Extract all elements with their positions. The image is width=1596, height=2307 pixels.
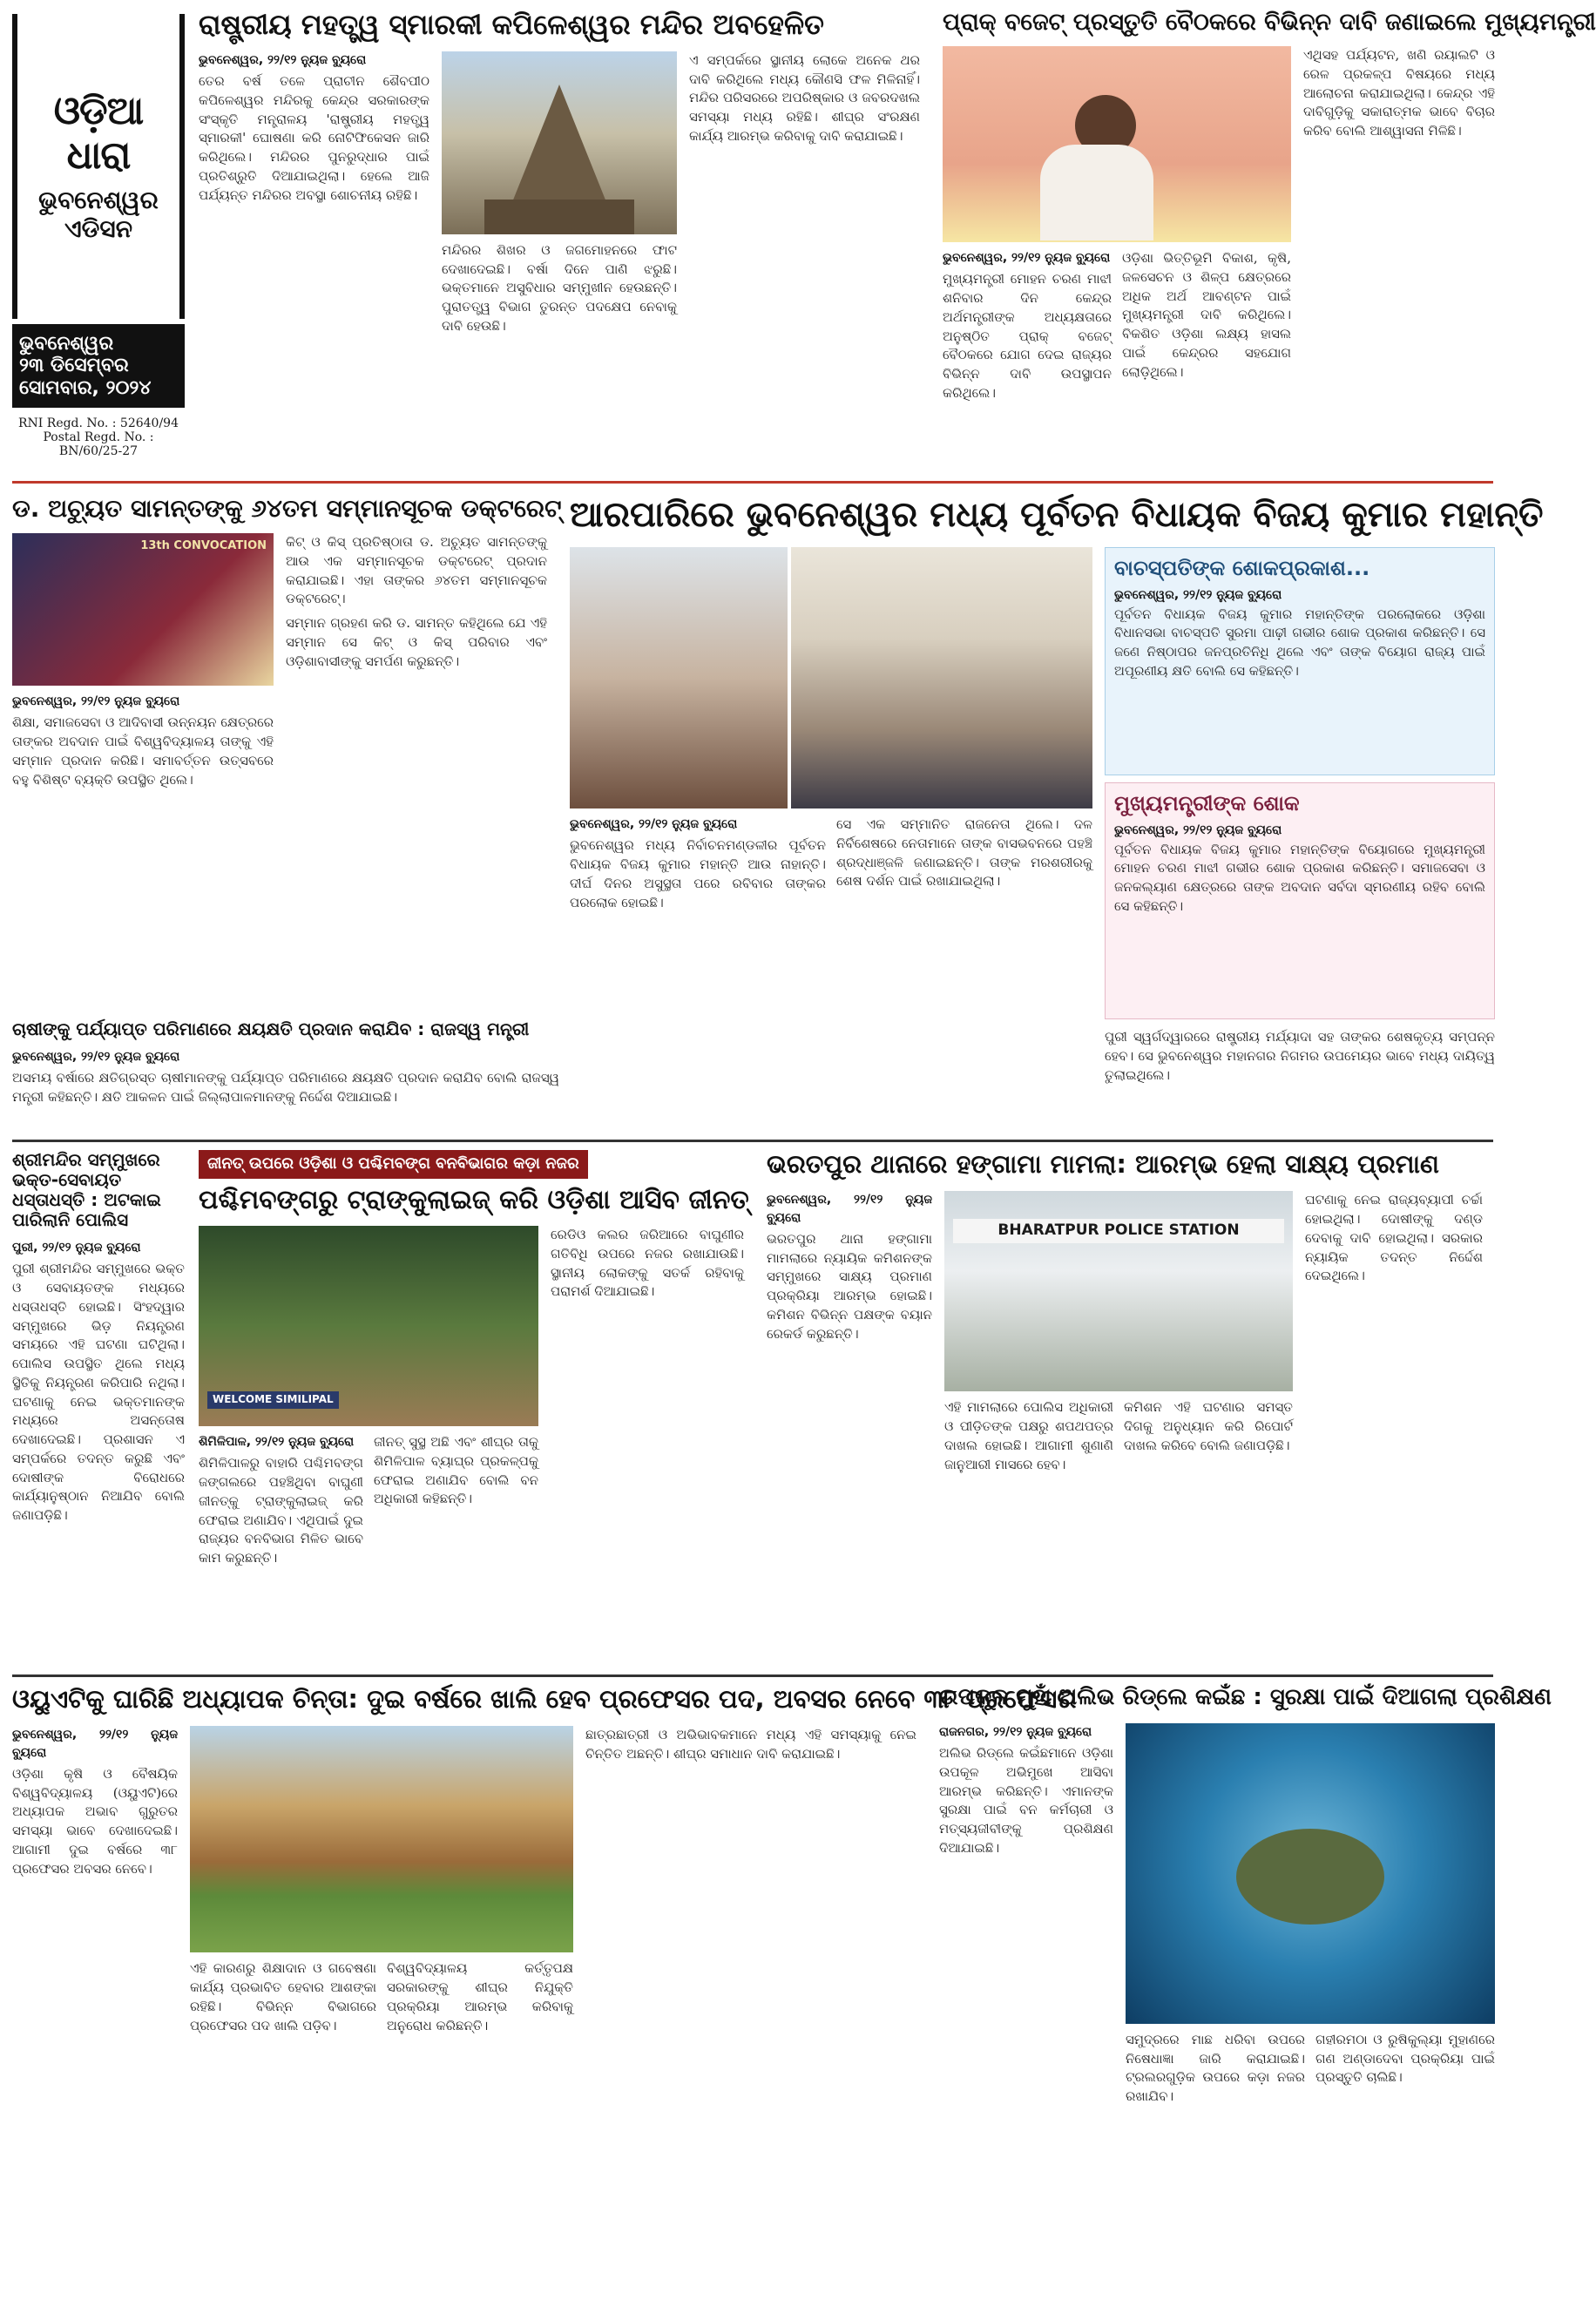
body-text: ପୂର୍ବତନ ବିଧାୟକ ବିଜୟ କୁମାର ମହାନ୍ତିଙ୍କ ବିୟୋଗରେ ମୁଖ୍ୟମନ୍ତ୍ରୀ ମୋହନ ଚରଣ ମାଝୀ ଗଭୀର ଶୋକ ପ୍ରକାଶ କରିଛନ୍ତି। ସମାଜସେବା ଓ ଜନକଲ୍ୟାଣ କ୍ଷେତ୍ରରେ ତାଙ୍କ ଅବଦାନ ସର୍ବଦା ସ୍ମରଣୀୟ ରହିବ ବୋଲି ସେ କହିଛନ୍ତି। bbox=[1114, 841, 1485, 914]
body-text: ଗହୀରମଠା ଓ ରୁଷିକୁଲ୍ୟା ମୁହାଣରେ ଗଣ ଅଣ୍ଡାଦେବା ପ୍ରକ୍ରିୟା ପାଇଁ ପ୍ରସ୍ତୁତି ଚାଲିଛି। bbox=[1315, 2031, 1495, 2086]
column bbox=[199, 1433, 363, 1568]
body-text: ପୁରୀ ଶ୍ରୀମନ୍ଦିର ସମ୍ମୁଖରେ ଭକ୍ତ ଓ ସେବାୟତଙ୍କ ମଧ୍ୟରେ ଧସ୍ତାଧସ୍ତି ହୋଇଛି। ସିଂହଦ୍ୱାର ସମ୍ମୁଖରେ ଭିଡ଼ ନିୟନ୍ତ୍ରଣ ସମୟରେ ଏହି ଘଟଣା ଘଟିଥିଲା। ପୋଲିସ ଉପସ୍ଥିତ ଥିଲେ ମଧ୍ୟ ସ୍ଥିତିକୁ ନିୟନ୍ତ୍ରଣ କରିପାରି ନଥିଲା। ଘଟଣାକୁ ନେଇ ଭକ୍ତମାନଙ୍କ ମଧ୍ୟରେ ଅସନ୍ତୋଷ ଦେଖାଦେଇଛି। ପ୍ରଶାସନ ଏ ସମ୍ପର୍କରେ ତଦନ୍ତ କରୁଛି ଏବଂ ଦୋଷୀଙ୍କ ବିରୋଧରେ କାର୍ଯ୍ୟାନୁଷ୍ଠାନ ନିଆଯିବ ବୋଲି ଜଣାପଡ଼ିଛି। bbox=[12, 1261, 185, 1524]
body-text: ବିଶ୍ୱବିଦ୍ୟାଳୟ କର୍ତ୍ତୃପକ୍ଷ ସରକାରଙ୍କୁ ଶୀଘ୍ର ନିଯୁକ୍ତି ପ୍ରକ୍ରିୟା ଆରମ୍ଭ କରିବାକୁ ଅନୁରୋଧ କରିଛନ୍ତି। bbox=[387, 1960, 573, 2033]
dateline: ଭୁବନେଶ୍ୱର, ୨୨/୧୨ ନ୍ୟୁଜ ବ୍ୟୁରୋ bbox=[767, 1193, 932, 1225]
welcome-sign: WELCOME SIMILIPAL bbox=[207, 1391, 339, 1409]
article-bharatpur bbox=[767, 1150, 1495, 1664]
body-text: କମିଶନ ଏହି ଘଟଣାର ସମସ୍ତ ଦିଗକୁ ଅନୁଧ୍ୟାନ କରି ରିପୋର୍ଟ ଦାଖଲ କରିବେ ବୋଲି ଜଣାପଡ଼ିଛି। bbox=[1124, 1399, 1293, 1453]
masthead-subtitle: ଭୁବନେଶ୍ୱର ଏଡିସନ bbox=[38, 186, 159, 243]
body-text: ମୁଖ୍ୟମନ୍ତ୍ରୀ ମୋହନ ଚରଣ ମାଝୀ ଶନିବାର ଦିନ କେନ୍ଦ୍ର ଅର୍ଥମନ୍ତ୍ରୀଙ୍କ ଅଧ୍ୟକ୍ଷତାରେ ଅନୁଷ୍ଠିତ ପ୍ରାକ୍ ବଜେଟ୍ ବୈଠକରେ ଯୋଗ ଦେଇ ରାଜ୍ୟର ବିଭିନ୍ନ ଦାବି ଉପସ୍ଥାପନ କରିଥିଲେ। bbox=[943, 271, 1112, 401]
column bbox=[12, 1726, 178, 2035]
funeral-photo bbox=[570, 547, 1092, 808]
dateline: ଭୁବନେଶ୍ୱର, ୨୨/୧୨ ନ୍ୟୁଜ ବ୍ୟୁରୋ bbox=[12, 1728, 178, 1760]
body-text: ସମୁଦ୍ରରେ ମାଛ ଧରିବା ଉପରେ ନିଷେଧାଜ୍ଞା ଜାରି କରାଯାଇଛି। ଟ୍ରଲରଗୁଡ଼ିକ ଉପରେ କଡ଼ା ନଜର ରଖାଯିବ। bbox=[1126, 2031, 1305, 2105]
body-text: ଅସମୟ ବର୍ଷାରେ କ୍ଷତିଗ୍ରସ୍ତ ଚାଷୀମାନଙ୍କୁ ପର୍ଯ୍ୟାପ୍ତ ପରିମାଣରେ କ୍ଷୟକ୍ଷତି ପ୍ରଦାନ କରାଯିବ ବୋଲି ରାଜସ୍ୱ ମନ୍ତ୍ରୀ କହିଛନ୍ତି। କ୍ଷତି ଆକଳନ ପାଇଁ ଜିଲ୍ଲାପାଳମାନଙ୍କୁ ନିର୍ଦ୍ଦେଶ ଦିଆଯାଇଛି। bbox=[12, 1070, 559, 1106]
masthead-title: ଓଡ଼ିଆ ଧାରା bbox=[53, 89, 144, 178]
dateline: ପୁରୀ, ୨୨/୧୨ ନ୍ୟୁଜ ବ୍ୟୁରୋ bbox=[12, 1241, 141, 1255]
column bbox=[199, 51, 429, 336]
body-text: ରେଡିଓ କଲର ଜରିଆରେ ବାଘୁଣୀର ଗତିବିଧି ଉପରେ ନଜର ରଖାଯାଉଛି। ସ୍ଥାନୀୟ ଲୋକଙ୍କୁ ସତର୍କ ରହିବାକୁ ପରାମର୍ଶ ଦିଆଯାଇଛି। bbox=[551, 1227, 744, 1300]
headline: ପ୍ରାକ୍ ବଜେଟ୍ ପ୍ରସ୍ତୁତି ବୈଠକରେ ବିଭିନ୍ନ ଦାବି ଜଣାଇଲେ ମୁଖ୍ୟମନ୍ତ୍ରୀ bbox=[943, 9, 1596, 36]
headline: ଆରପାରିରେ ଭୁବନେଶ୍ୱର ମଧ୍ୟ ପୂର୍ବତନ ବିଧାୟକ ବିଜୟ କୁମାର ମହାନ୍ତି bbox=[570, 495, 1544, 535]
police-sign: BHARATPUR POLICE STATION bbox=[953, 1219, 1284, 1243]
body-text: ଏହି ମାମଲାରେ ପୋଲିସ ଅଧିକାରୀ ଓ ପୀଡ଼ିତଙ୍କ ପକ୍ଷରୁ ଶପଥପତ୍ର ଦାଖଲ ହୋଇଛି। ଆଗାମୀ ଶୁଣାଣି ଜାନୁଆରୀ ମାସରେ ହେବ। bbox=[944, 1399, 1113, 1472]
masthead-day: ସୋମବାର, ୨୦୨୪ bbox=[19, 376, 152, 399]
body-text: ଶିମିଳିପାଳରୁ ବାହାରି ପଶ୍ଚିମବଙ୍ଗ ଜଙ୍ଗଲରେ ପହଞ୍ଚିଥିବା ବାଘୁଣୀ ଜୀନତ୍‌କୁ ଟ୍ରାଙ୍କୁଲାଇଜ୍ କରି ଫେରାଇ ଅଣାଯିବ। ଏଥିପାଇଁ ଦୁଇ ରାଜ୍ୟର ବନବିଭାଗ ମିଳିତ ଭାବେ କାମ କରୁଛନ୍ତି। bbox=[199, 1455, 363, 1566]
article-turtle bbox=[939, 1684, 1552, 2295]
convocation-photo bbox=[12, 533, 274, 686]
article-prebudget bbox=[943, 9, 1596, 470]
headline: ଶ୍ରୀମନ୍ଦିର ସମ୍ମୁଖରେ ଭକ୍ତ-ସେବାୟତ ଧସ୍ତାଧସ୍ତି : ଅଟକାଇ ପାରିଲାନି ପୋଲିସ bbox=[12, 1149, 161, 1230]
body-text: ଘଟଣାକୁ ନେଇ ରାଜ୍ୟବ୍ୟାପୀ ଚର୍ଚ୍ଚା ହୋଇଥିଲା। ଦୋଷୀଙ୍କୁ ଦଣ୍ଡ ଦେବାକୁ ଦାବି ହୋଇଥିଲା। ସରକାର ନ୍ୟାୟିକ ତଦନ୍ତ ନିର୍ଦ୍ଦେଶ ଦେଇଥିଲେ। bbox=[1305, 1192, 1483, 1284]
masthead-dateblock bbox=[12, 324, 185, 408]
body-text: ପୁରୀ ସ୍ୱର୍ଗଦ୍ୱାରରେ ରାଷ୍ଟ୍ରୀୟ ମର୍ଯ୍ୟାଦା ସହ ତାଙ୍କର ଶେଷକୃତ୍ୟ ସମ୍ପନ୍ନ ହେବ। ସେ ଭୁବନେଶ୍ୱର ମହାନଗର ନିଗମର ଉପମେୟର ଭାବେ ମଧ୍ୟ ଦାୟିତ୍ୱ ତୁଲାଇଥିଲେ। bbox=[1105, 1029, 1495, 1083]
dateline: ଭୁବନେଶ୍ୱର, ୨୨/୧୨ ନ୍ୟୁଜ ବ୍ୟୁରୋ bbox=[943, 251, 1111, 266]
body-text: ତେର ବର୍ଷ ତଳେ ପ୍ରାଚୀନ ଶୈବପୀଠ କପିଳେଶ୍ୱର ମନ୍ଦିରକୁ କେନ୍ଦ୍ର ସରକାରଙ୍କ ସଂସ୍କୃତି ମନ୍ତ୍ରାଳୟ 'ରାଷ୍ଟ୍ରୀୟ ମହତ୍ତ୍ୱ ସ୍ମାରକୀ' ଘୋଷଣା କରି ନୋଟିଫିକେସନ ଜାରି କରିଥିଲେ। ମନ୍ଦିରର ପୁନରୁଦ୍ଧାର ପାଇଁ ପ୍ରତିଶ୍ରୁତି ଦିଆଯାଇଥିଲା। ହେଲେ ଆଜି ପର୍ଯ୍ୟନ୍ତ ମନ୍ଦିରର ଅବସ୍ଥା ଶୋଚନୀୟ ରହିଛି। bbox=[199, 73, 429, 203]
article-achyuta bbox=[12, 494, 562, 1009]
dateline: ଭୁବନେଶ୍ୱର, ୨୨/୧୨ ନ୍ୟୁଜ ବ୍ୟୁରୋ bbox=[570, 817, 738, 831]
section-rule bbox=[12, 1140, 1493, 1142]
article-zeenat bbox=[199, 1150, 756, 1664]
column bbox=[286, 533, 547, 789]
body-text: ଛାତ୍ରଛାତ୍ରୀ ଓ ଅଭିଭାବକମାନେ ମଧ୍ୟ ଏହି ସମସ୍ୟାକୁ ନେଇ ଚିନ୍ତିତ ଅଛନ୍ତି। ଶୀଘ୍ର ସମାଧାନ ଦାବି କରାଯାଇଛି। bbox=[585, 1727, 916, 1762]
cm-condolence-box bbox=[1105, 782, 1495, 1019]
headline: ଭରତପୁର ଥାନାରେ ହଙ୍ଗାମା ମାମଲା: ଆରମ୍ଭ ହେଲା ସାକ୍ଷ୍ୟ ପ୍ରମାଣ bbox=[767, 1149, 1439, 1179]
column bbox=[12, 1239, 185, 1526]
similipal-photo bbox=[199, 1226, 538, 1426]
headline: ରାଷ୍ଟ୍ରୀୟ ମହତ୍ତ୍ୱ ସ୍ମାରକୀ କପିଳେଶ୍ୱର ମନ୍ଦିର ଅବହେଳିତ bbox=[199, 8, 824, 41]
dateline: ଭୁବନେଶ୍ୱର, ୨୨/୧୨ ନ୍ୟୁଜ ବ୍ୟୁରୋ bbox=[12, 1050, 180, 1064]
body-text: ସମ୍ମାନ ଗ୍ରହଣ କରି ଡ. ସାମନ୍ତ କହିଥିଲେ ଯେ ଏହି ସମ୍ମାନ ସେ କିଟ୍ ଓ କିସ୍ ପରିବାର ଏବଂ ଓଡ଼ିଶାବାସୀଙ୍କୁ ସମର୍ପଣ କରୁଛନ୍ତି। bbox=[286, 615, 547, 669]
dateline: ଭୁବନେଶ୍ୱର, ୨୨/୧୨ ନ୍ୟୁଜ ବ୍ୟୁରୋ bbox=[1114, 587, 1282, 602]
dateline: ଭୁବନେଶ୍ୱର, ୨୨/୧୨ ନ୍ୟୁଜ ବ୍ୟୁରୋ bbox=[1114, 822, 1282, 837]
body-text: ଓଡ଼ିଶା ଭିତ୍ତିଭୂମି ବିକାଶ, କୃଷି, ଜଳସେଚନ ଓ ଶିଳ୍ପ କ୍ଷେତ୍ରରେ ଅଧିକ ଅର୍ଥ ଆବଣ୍ଟନ ପାଇଁ ମୁଖ୍ୟମନ୍ତ୍ରୀ ଦାବି କରିଥିଲେ। ବିକଶିତ ଓଡ଼ିଶା ଲକ୍ଷ୍ୟ ହାସଲ ପାଇଁ କେନ୍ଦ୍ରର ସହଯୋଗ ଲୋଡ଼ିଥିଲେ। bbox=[1122, 250, 1291, 380]
body-text: ଅଲିଭ ରିଡ୍‌ଲେ କଇଁଛମାନେ ଓଡ଼ିଶା ଉପକୂଳ ଅଭିମୁଖେ ଆସିବା ଆରମ୍ଭ କରିଛନ୍ତି। ଏମାନଙ୍କ ସୁରକ୍ଷା ପାଇଁ ବନ କର୍ମଚାରୀ ଓ ମତ୍ସ୍ୟଜୀବୀଙ୍କୁ ପ୍ରଶିକ୍ଷଣ ଦିଆଯାଇଛି। bbox=[939, 1745, 1113, 1856]
dateline: ଭୁବନେଶ୍ୱର, ୨୨/୧୨ ନ୍ୟୁଜ ବ୍ୟୁରୋ bbox=[199, 52, 367, 67]
box-title: ମୁଖ୍ୟମନ୍ତ୍ରୀଙ୍କ ଶୋକ bbox=[1114, 791, 1300, 815]
article-kapileswar bbox=[199, 9, 922, 470]
turtle-photo bbox=[1126, 1723, 1495, 2024]
body-text: ଶିକ୍ଷା, ସମାଜସେବା ଓ ଆଦିବାସୀ ଉନ୍ନୟନ କ୍ଷେତ୍ରରେ ତାଙ୍କର ଅବଦାନ ପାଇଁ ବିଶ୍ୱବିଦ୍ୟାଳୟ ତାଙ୍କୁ ଏହି ସମ୍ମାନ ପ୍ରଦାନ କରିଛି। ସମାବର୍ତ୍ତନ ଉତ୍ସବରେ ବହୁ ବିଶିଷ୍ଟ ବ୍ୟକ୍ତି ଉପସ୍ଥିତ ଥିଲେ। bbox=[12, 714, 274, 788]
masthead-place: ଭୁବନେଶ୍ୱର bbox=[19, 333, 114, 355]
postal-number: BN/60/25-27 bbox=[58, 443, 139, 458]
headline: ଡ. ଅଚ୍ୟୁତ ସାମନ୍ତଙ୍କୁ ୬୪ତମ ସମ୍ମାନସୂଚକ ଡକ୍ଟରେଟ୍ bbox=[12, 494, 562, 523]
article-farmers bbox=[12, 1019, 559, 1133]
dateline: ଭୁବନେଶ୍ୱର, ୨୨/୧୨ ନ୍ୟୁଜ ବ୍ୟୁରୋ bbox=[12, 694, 180, 709]
column bbox=[12, 1048, 559, 1107]
speaker-condolence-box bbox=[1105, 547, 1495, 775]
column bbox=[767, 1191, 932, 1474]
masthead bbox=[12, 14, 185, 474]
article-srimandir bbox=[12, 1150, 185, 1664]
section-rule bbox=[12, 1674, 1493, 1677]
body-text: ଜୀନତ୍ ସୁସ୍ଥ ଅଛି ଏବଂ ଶୀଘ୍ର ତାକୁ ଶିମିଳିପାଳ ବ୍ୟାଘ୍ର ପ୍ରକଳ୍ପକୁ ଫେରାଇ ଅଣାଯିବ ବୋଲି ବନ ଅଧିକାରୀ କହିଛନ୍ତି। bbox=[374, 1434, 538, 1507]
body-text: ଭୁବନେଶ୍ୱର ମଧ୍ୟ ନିର୍ବାଚନମଣ୍ଡଳୀର ପୂର୍ବତନ ବିଧାୟକ ବିଜୟ କୁମାର ମହାନ୍ତି ଆଉ ନାହାନ୍ତି। ଦୀର୍ଘ ଦିନର ଅସୁସ୍ଥତା ପରେ ରବିବାର ତାଙ୍କର ପରଲୋକ ହୋଇଛି। bbox=[570, 837, 826, 910]
headline: ଓୟୁଏଟିକୁ ଘାରିଛି ଅଧ୍ୟାପକ ଚିନ୍ତା: ଦୁଇ ବର୍ଷରେ ଖାଲି ହେବ ପ୍ରଫେସର ପଦ, ଅବସର ନେବେ ୩୮ ପ୍ରଫେସର bbox=[12, 1684, 1077, 1714]
body-text: କିଟ୍ ଓ କିସ୍ ପ୍ରତିଷ୍ଠାତା ଡ. ଅଚ୍ୟୁତ ସାମନ୍ତଙ୍କୁ ଆଉ ଏକ ସମ୍ମାନସୂଚକ ଡକ୍ଟରେଟ୍ ପ୍ରଦାନ କରାଯାଇଛି। ଏହା ତାଙ୍କର ୬୪ତମ ସମ୍ମାନସୂଚକ ଡକ୍ଟରେଟ୍। bbox=[286, 534, 547, 607]
headline: ପଶ୍ଚିମବଙ୍ଗରୁ ଟ୍ରାଙ୍କୁଲାଇଜ୍ କରି ଓଡ଼ିଶା ଆସିବ ଜୀନତ୍ bbox=[199, 1184, 749, 1215]
article-bijay bbox=[570, 495, 1544, 1131]
section-rule bbox=[12, 481, 1493, 484]
dateline: ରାଜନଗର, ୨୨/୧୨ ନ୍ୟୁଜ ବ୍ୟୁରୋ bbox=[939, 1724, 1092, 1739]
headline: ଉପକୂଳ ମୁହାଁ ଅଲିଭ ରିଡ୍‌ଲେ କଇଁଛ : ସୁରକ୍ଷା ପାଇଁ ଦିଆଗଲା ପ୍ରଶିକ୍ଷଣ bbox=[939, 1684, 1552, 1710]
postal-label: Postal Regd. No. : bbox=[43, 430, 154, 444]
column bbox=[943, 249, 1112, 403]
headline: ଚାଷୀଙ୍କୁ ପର୍ଯ୍ୟାପ୍ତ ପରିମାଣରେ କ୍ଷୟକ୍ଷତି ପ୍ରଦାନ କରାଯିବ : ରାଜସ୍ୱ ମନ୍ତ୍ରୀ bbox=[12, 1018, 530, 1039]
body-text: ଏହି କାରଣରୁ ଶିକ୍ଷାଦାନ ଓ ଗବେଷଣା କାର୍ଯ୍ୟ ପ୍ରଭାବିତ ହେବାର ଆଶଙ୍କା ରହିଛି। ବିଭିନ୍ନ ବିଭାଗରେ ପ୍ରଫେସର ପଦ ଖାଲି ପଡ଼ିବ। bbox=[190, 1960, 376, 2033]
body-text: ଏଥିସହ ପର୍ଯ୍ୟଟନ, ଖଣି ରୟାଲଟି ଓ ରେଳ ପ୍ରକଳ୍ପ ବିଷୟରେ ମଧ୍ୟ ଆଲୋଚନା କରାଯାଇଥିଲା। କେନ୍ଦ୍ର ଏହି ଦାବିଗୁଡ଼ିକୁ ସକାରାତ୍ମକ ଭାବେ ବିଚାର କରିବ ବୋଲି ଆଶ୍ୱାସନା ମିଳିଛି। bbox=[1303, 47, 1495, 139]
kicker: ଜୀନତ୍ ଉପରେ ଓଡ଼ିଶା ଓ ପଶ୍ଚିମବଙ୍ଗ ବନବିଭାଗର କଡ଼ା ନଜର bbox=[199, 1150, 588, 1179]
body-text: ଏ ସମ୍ପର୍କରେ ସ୍ଥାନୀୟ ଲୋକେ ଅନେକ ଥର ଦାବି କରିଥିଲେ ମଧ୍ୟ କୌଣସି ଫଳ ମିଳିନାହିଁ। ମନ୍ଦିର ପରିସରରେ ଅପରିଷ୍କାର ଓ ଜବରଦଖଲ ସମସ୍ୟା ମଧ୍ୟ ରହିଛି। ଶୀଘ୍ର ସଂରକ୍ଷଣ କାର୍ଯ୍ୟ ଆରମ୍ଭ କରିବାକୁ ଦାବି କରାଯାଇଛି। bbox=[689, 51, 920, 144]
box-title: ବାଚସ୍ପତିଙ୍କ ଶୋକପ୍ରକାଶ... bbox=[1114, 556, 1370, 580]
body-text: ସେ ଏକ ସମ୍ମାନିତ ରାଜନେତା ଥିଲେ। ଦଳ ନିର୍ବିଶେଷରେ ନେତାମାନେ ତାଙ୍କ ବାସଭବନରେ ପହଞ୍ଚି ଶ୍ରଦ୍ଧାଞ୍ଜଳି ଜଣାଇଛନ୍ତି। ତାଙ୍କ ମରଶରୀରକୁ ଶେଷ ଦର୍ଶନ ପାଇଁ ରଖାଯାଇଥିଲା। bbox=[836, 816, 1092, 890]
police-station-photo bbox=[944, 1191, 1293, 1391]
body-text: ମନ୍ଦିରର ଶିଖର ଓ ଜଗମୋହନରେ ଫାଟ ଦେଖାଦେଇଛି। ବର୍ଷା ଦିନେ ପାଣି ଝରୁଛି। ଭକ୍ତମାନେ ଅସୁବିଧାର ସମ୍ମୁଖୀନ ହେଉଛନ୍ତି। ପୁରାତତ୍ତ୍ୱ ବିଭାଗ ତୁରନ୍ତ ପଦକ୍ଷେପ ନେବାକୁ ଦାବି ହେଉଛି। bbox=[442, 241, 677, 334]
ouat-building-photo bbox=[190, 1726, 573, 1952]
convocation-banner: 13th CONVOCATION bbox=[140, 539, 267, 553]
body-text: ପୂର୍ବତନ ବିଧାୟକ ବିଜୟ କୁମାର ମହାନ୍ତିଙ୍କ ପରଲୋକରେ ଓଡ଼ିଶା ବିଧାନସଭା ବାଚସ୍ପତି ସୁରମା ପାଢ଼ୀ ଗଭୀର ଶୋକ ପ୍ରକାଶ କରିଛନ୍ତି। ସେ ଜଣେ ନିଷ୍ଠାପର ଜନପ୍ରତିନିଧି ଥିଲେ ଏବଂ ତାଙ୍କ ବିୟୋଗ ରାଜ୍ୟ ପାଇଁ ଅପୂରଣୀୟ କ୍ଷତି ବୋଲି ସେ କହିଛନ୍ତି। bbox=[1114, 606, 1485, 679]
body-text: ଭରତପୁର ଥାନା ହଙ୍ଗାମା ମାମଲାରେ ନ୍ୟାୟିକ କମିଶନଙ୍କ ସମ୍ମୁଖରେ ସାକ୍ଷ୍ୟ ପ୍ରମାଣ ପ୍ରକ୍ରିୟା ଆରମ୍ଭ ହୋଇଛି। କମିଶନ ବିଭିନ୍ନ ପକ୍ଷଙ୍କ ବୟାନ ରେକର୍ଡ କରୁଛନ୍ତି। bbox=[767, 1230, 932, 1342]
temple-photo bbox=[442, 51, 677, 234]
body-text: ଓଡ଼ିଶା କୃଷି ଓ ବୈଷୟିକ ବିଶ୍ୱବିଦ୍ୟାଳୟ (ଓୟୁଏଟି)ରେ ଅଧ୍ୟାପକ ଅଭାବ ଗୁରୁତର ସମସ୍ୟା ଭାବେ ଦେଖାଦେଇଛି। ଆଗାମୀ ଦୁଇ ବର୍ଷରେ ୩୮ ପ୍ରଫେସର ଅବସର ନେବେ। bbox=[12, 1765, 178, 1877]
column bbox=[939, 1723, 1113, 2107]
column bbox=[570, 815, 826, 912]
rni-number: RNI Regd. No. : 52640/94 bbox=[18, 416, 179, 430]
dateline: ଶିମିଳିପାଳ, ୨୨/୧୨ ନ୍ୟୁଜ ବ୍ୟୁରୋ bbox=[199, 1435, 355, 1450]
masthead-date: ୨୩ ଡିସେମ୍ବର bbox=[19, 355, 129, 377]
cm-photo bbox=[943, 46, 1291, 242]
masthead-logo bbox=[12, 14, 185, 319]
column bbox=[12, 693, 274, 789]
